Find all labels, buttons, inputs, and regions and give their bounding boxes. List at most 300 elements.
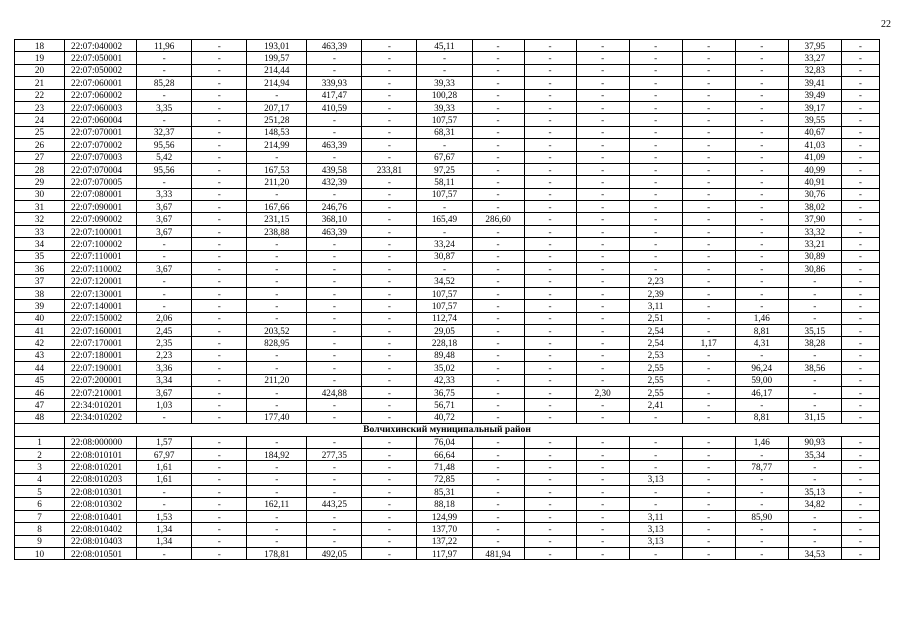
table-cell: 90,93 <box>788 436 841 448</box>
table-cell: 22:07:180001 <box>65 349 137 361</box>
table-cell: - <box>192 374 247 386</box>
table-cell: - <box>841 213 879 225</box>
table-cell: 39,49 <box>788 89 841 101</box>
table-cell: - <box>307 188 362 200</box>
table-cell: 1,17 <box>682 337 735 349</box>
table-cell: - <box>735 176 788 188</box>
table-cell: 22:07:070004 <box>65 163 137 175</box>
table-cell: - <box>841 225 879 237</box>
table-cell: 37,90 <box>788 213 841 225</box>
table-cell: 410,59 <box>307 101 362 113</box>
table-cell: - <box>524 176 576 188</box>
table-cell: - <box>629 250 682 262</box>
table-cell: 193,01 <box>247 40 307 52</box>
table-cell: - <box>362 40 417 52</box>
table-cell: - <box>841 64 879 76</box>
table-cell: 2,55 <box>629 362 682 374</box>
table-cell: 214,99 <box>247 139 307 151</box>
table-cell: 22:08:000000 <box>65 436 137 448</box>
table-cell: - <box>362 349 417 361</box>
table-cell: 27 <box>15 151 65 163</box>
table-cell: - <box>629 188 682 200</box>
table-cell: - <box>524 213 576 225</box>
table-cell: 85,28 <box>137 77 192 89</box>
table-cell: - <box>576 263 629 275</box>
table-cell: - <box>472 386 524 398</box>
table-cell: - <box>472 436 524 448</box>
table-cell: - <box>362 436 417 448</box>
table-cell: - <box>307 151 362 163</box>
table-cell: 33 <box>15 225 65 237</box>
table-cell: 203,52 <box>247 324 307 336</box>
table-cell: - <box>576 312 629 324</box>
table-row <box>15 201 880 213</box>
table-cell: - <box>247 386 307 398</box>
table-cell: - <box>841 151 879 163</box>
table-cell: - <box>307 473 362 485</box>
table-cell: - <box>735 188 788 200</box>
table-cell: 5,42 <box>137 151 192 163</box>
table-cell: - <box>524 163 576 175</box>
table-cell: 40,99 <box>788 163 841 175</box>
table-cell: 67,97 <box>137 448 192 460</box>
table-cell: - <box>524 250 576 262</box>
table-cell: - <box>307 275 362 287</box>
table-cell: - <box>841 52 879 64</box>
table-row <box>15 324 880 336</box>
table-cell: - <box>841 275 879 287</box>
table-cell: - <box>576 176 629 188</box>
table-cell: 56,71 <box>417 399 472 411</box>
table-cell: 39 <box>15 300 65 312</box>
table-cell: - <box>247 263 307 275</box>
table-cell: - <box>472 250 524 262</box>
table-cell: - <box>576 411 629 423</box>
table-cell: - <box>362 362 417 374</box>
table-cell: - <box>362 176 417 188</box>
table-cell: - <box>362 101 417 113</box>
table-cell: - <box>192 89 247 101</box>
table-cell: - <box>137 498 192 510</box>
table-cell: 22:07:110002 <box>65 263 137 275</box>
table-cell: - <box>137 250 192 262</box>
table-cell: - <box>247 436 307 448</box>
table-cell: - <box>362 250 417 262</box>
table-cell: - <box>247 238 307 250</box>
table-cell: - <box>735 548 788 560</box>
table-cell: - <box>682 238 735 250</box>
table-cell: 40,67 <box>788 126 841 138</box>
table-cell: 1,03 <box>137 399 192 411</box>
table-cell: 58,11 <box>417 176 472 188</box>
table-cell: - <box>682 101 735 113</box>
table-cell: - <box>362 52 417 64</box>
table-cell: - <box>841 176 879 188</box>
table-cell: - <box>472 486 524 498</box>
table-cell: 167,66 <box>247 201 307 213</box>
table-cell: - <box>735 498 788 510</box>
table-cell: - <box>629 52 682 64</box>
table-cell: - <box>576 399 629 411</box>
table-cell: 3,67 <box>137 386 192 398</box>
table-cell: - <box>576 486 629 498</box>
table-cell: - <box>524 77 576 89</box>
table-cell: - <box>524 448 576 460</box>
table-cell: - <box>576 114 629 126</box>
table-cell: - <box>841 337 879 349</box>
table-cell: - <box>362 399 417 411</box>
table-cell: 3,67 <box>137 263 192 275</box>
table-cell: 2,23 <box>137 349 192 361</box>
table-cell: - <box>247 312 307 324</box>
table-cell: - <box>524 225 576 237</box>
table-cell: - <box>192 52 247 64</box>
table-cell: - <box>629 176 682 188</box>
table-row <box>15 535 880 547</box>
table-cell: 2,39 <box>629 287 682 299</box>
table-cell: 22:07:070005 <box>65 176 137 188</box>
table-cell: - <box>841 287 879 299</box>
table-row <box>15 510 880 522</box>
table-cell: 33,32 <box>788 225 841 237</box>
table-cell: - <box>841 473 879 485</box>
table-cell: 3,35 <box>137 101 192 113</box>
table-cell: - <box>192 510 247 522</box>
table-cell: 481,94 <box>472 548 524 560</box>
table-cell: - <box>417 225 472 237</box>
table-cell: 97,25 <box>417 163 472 175</box>
table-cell: - <box>682 498 735 510</box>
table-cell: - <box>576 523 629 535</box>
table-cell: - <box>307 263 362 275</box>
table-cell: - <box>576 250 629 262</box>
table-cell: 233,81 <box>362 163 417 175</box>
table-cell: - <box>247 250 307 262</box>
table-cell: - <box>472 40 524 52</box>
table-cell: - <box>192 324 247 336</box>
table-cell: 184,92 <box>247 448 307 460</box>
table-cell: - <box>841 188 879 200</box>
table-cell: - <box>362 77 417 89</box>
table-cell: - <box>472 300 524 312</box>
section-header-row <box>15 424 880 436</box>
table-cell: 22:08:010403 <box>65 535 137 547</box>
table-cell: 89,48 <box>417 349 472 361</box>
table-cell: - <box>192 225 247 237</box>
table-cell: - <box>247 188 307 200</box>
table-cell: - <box>629 486 682 498</box>
table-cell: - <box>247 275 307 287</box>
table-cell: - <box>841 349 879 361</box>
table-cell: 40,91 <box>788 176 841 188</box>
table-cell: - <box>576 188 629 200</box>
table-cell: - <box>472 151 524 163</box>
table-cell: 107,57 <box>417 114 472 126</box>
table-cell: - <box>137 64 192 76</box>
table-cell: - <box>307 64 362 76</box>
table-cell: 107,57 <box>417 287 472 299</box>
table-cell: 85,90 <box>735 510 788 522</box>
table-cell: - <box>735 201 788 213</box>
table-cell: - <box>841 201 879 213</box>
table-cell: - <box>841 535 879 547</box>
table-cell: 35,13 <box>788 486 841 498</box>
table-cell: 417,47 <box>307 89 362 101</box>
table-cell: - <box>417 263 472 275</box>
table-cell: 95,56 <box>137 139 192 151</box>
table-cell: 22:07:060003 <box>65 101 137 113</box>
table-cell: - <box>576 498 629 510</box>
table-cell: - <box>576 89 629 101</box>
table-cell: - <box>192 349 247 361</box>
table-cell: 3,13 <box>629 523 682 535</box>
table-cell: 45 <box>15 374 65 386</box>
table-cell: - <box>192 101 247 113</box>
table-cell: 463,39 <box>307 40 362 52</box>
table-cell: 211,20 <box>247 176 307 188</box>
table-cell: - <box>362 300 417 312</box>
table-cell: - <box>629 411 682 423</box>
table-row <box>15 287 880 299</box>
table-cell: 20 <box>15 64 65 76</box>
table-cell: - <box>192 263 247 275</box>
table-cell: - <box>576 337 629 349</box>
table-cell: 368,10 <box>307 213 362 225</box>
table-cell: - <box>841 101 879 113</box>
table-row <box>15 300 880 312</box>
table-cell: 2,06 <box>137 312 192 324</box>
table-cell: - <box>841 386 879 398</box>
table-cell: - <box>841 399 879 411</box>
table-cell: - <box>576 101 629 113</box>
table-cell: - <box>735 448 788 460</box>
table-cell: - <box>629 101 682 113</box>
table-cell: 85,31 <box>417 486 472 498</box>
table-cell: 6 <box>15 498 65 510</box>
table-cell: 2,41 <box>629 399 682 411</box>
table-cell: 828,95 <box>247 337 307 349</box>
table-cell: - <box>192 300 247 312</box>
table-cell: 22:07:090001 <box>65 201 137 213</box>
table-cell: - <box>735 535 788 547</box>
table-cell: - <box>307 238 362 250</box>
table-cell: - <box>788 510 841 522</box>
table-cell: 41,03 <box>788 139 841 151</box>
table-cell: - <box>307 114 362 126</box>
table-cell: - <box>307 535 362 547</box>
table-cell: 2,55 <box>629 386 682 398</box>
table-cell: 107,57 <box>417 188 472 200</box>
table-cell: - <box>472 399 524 411</box>
table-cell: - <box>192 486 247 498</box>
table-cell: 4,31 <box>735 337 788 349</box>
table-cell: - <box>192 436 247 448</box>
table-cell: - <box>524 535 576 547</box>
table-cell: - <box>362 114 417 126</box>
table-cell: - <box>247 461 307 473</box>
table-cell: 463,39 <box>307 225 362 237</box>
table-cell: - <box>576 473 629 485</box>
table-cell: 44 <box>15 362 65 374</box>
table-cell: - <box>362 201 417 213</box>
table-cell: - <box>472 324 524 336</box>
table-cell: - <box>576 64 629 76</box>
table-cell: - <box>472 498 524 510</box>
table-cell: - <box>524 114 576 126</box>
table-cell: 96,24 <box>735 362 788 374</box>
table-cell: - <box>841 436 879 448</box>
table-cell: - <box>682 89 735 101</box>
table-cell: - <box>362 263 417 275</box>
table-cell: - <box>841 114 879 126</box>
table-cell: 40,72 <box>417 411 472 423</box>
table-cell: - <box>788 461 841 473</box>
table-cell: - <box>682 201 735 213</box>
table-cell: - <box>735 287 788 299</box>
table-cell: 1,61 <box>137 461 192 473</box>
table-cell: - <box>735 238 788 250</box>
table-cell: 71,48 <box>417 461 472 473</box>
table-cell: - <box>307 349 362 361</box>
table-cell: - <box>682 126 735 138</box>
table-cell: 492,05 <box>307 548 362 560</box>
table-cell: 21 <box>15 77 65 89</box>
table-cell: - <box>841 510 879 522</box>
table-cell: 1,46 <box>735 436 788 448</box>
table-cell: - <box>192 64 247 76</box>
table-cell: - <box>307 287 362 299</box>
table-row <box>15 52 880 64</box>
table-cell: 26 <box>15 139 65 151</box>
table-cell: - <box>137 114 192 126</box>
table-cell: - <box>576 287 629 299</box>
table-cell: - <box>629 498 682 510</box>
table-cell: - <box>682 523 735 535</box>
table-cell: - <box>682 250 735 262</box>
table-cell: - <box>137 275 192 287</box>
table-cell: - <box>735 473 788 485</box>
table-row <box>15 213 880 225</box>
table-cell: - <box>247 151 307 163</box>
table-cell: - <box>682 374 735 386</box>
table-cell: - <box>247 486 307 498</box>
table-cell: 36,75 <box>417 386 472 398</box>
table-cell: - <box>788 349 841 361</box>
table-cell: - <box>307 436 362 448</box>
table-cell: - <box>629 126 682 138</box>
table-cell: - <box>362 448 417 460</box>
table-cell: - <box>472 52 524 64</box>
table-cell: - <box>524 523 576 535</box>
table-cell: 10 <box>15 548 65 560</box>
table-cell: - <box>629 213 682 225</box>
table-cell: - <box>682 163 735 175</box>
table-cell: 22:07:150002 <box>65 312 137 324</box>
table-cell: - <box>682 349 735 361</box>
table-cell: - <box>841 486 879 498</box>
table-cell: - <box>362 126 417 138</box>
table-cell: - <box>192 151 247 163</box>
table-cell: - <box>841 126 879 138</box>
table-cell: - <box>362 275 417 287</box>
table-cell: 59,00 <box>735 374 788 386</box>
table-cell: - <box>735 77 788 89</box>
table-cell: - <box>524 473 576 485</box>
table-cell: - <box>307 312 362 324</box>
table-cell: - <box>307 461 362 473</box>
table-cell: - <box>682 362 735 374</box>
table-cell: - <box>192 139 247 151</box>
table-cell: - <box>247 362 307 374</box>
table-cell: - <box>524 139 576 151</box>
table-row <box>15 486 880 498</box>
table-cell: - <box>362 151 417 163</box>
table-cell: 35,34 <box>788 448 841 460</box>
table-cell: - <box>472 188 524 200</box>
table-cell: 22:34:010201 <box>65 399 137 411</box>
table-cell: - <box>524 89 576 101</box>
table-cell: 22:07:040002 <box>65 40 137 52</box>
table-cell: 22:07:080001 <box>65 188 137 200</box>
table-cell: - <box>247 399 307 411</box>
table-cell: 2,55 <box>629 374 682 386</box>
table-cell: - <box>841 523 879 535</box>
table-cell: 3,67 <box>137 213 192 225</box>
table-cell: - <box>735 213 788 225</box>
section-title: Волчихинский муниципальный район <box>15 424 880 436</box>
table-cell: - <box>472 349 524 361</box>
table-cell: - <box>362 139 417 151</box>
table-cell: - <box>841 362 879 374</box>
table-cell: - <box>524 362 576 374</box>
table-cell: - <box>576 349 629 361</box>
table-cell: 2,54 <box>629 324 682 336</box>
table-cell: 39,17 <box>788 101 841 113</box>
table-cell: 2,54 <box>629 337 682 349</box>
table-cell: - <box>247 473 307 485</box>
table-cell: - <box>192 411 247 423</box>
table-cell: - <box>137 300 192 312</box>
table-cell: - <box>524 188 576 200</box>
table-cell: 22:07:130001 <box>65 287 137 299</box>
table-cell: - <box>192 399 247 411</box>
table-cell: - <box>576 448 629 460</box>
table-cell: 22:07:100002 <box>65 238 137 250</box>
table-cell: 22:07:090002 <box>65 213 137 225</box>
table-cell: 22:07:070001 <box>65 126 137 138</box>
table-cell: - <box>735 300 788 312</box>
table-cell: 32,83 <box>788 64 841 76</box>
table-cell: - <box>362 374 417 386</box>
table-cell: - <box>524 201 576 213</box>
table-cell: 31 <box>15 201 65 213</box>
table-cell: - <box>682 151 735 163</box>
table-cell: 22:07:060004 <box>65 114 137 126</box>
table-cell: 22:07:200001 <box>65 374 137 386</box>
table-cell: - <box>524 436 576 448</box>
table-row <box>15 139 880 151</box>
data-table <box>14 39 880 560</box>
table-cell: 78,77 <box>735 461 788 473</box>
table-cell: - <box>682 486 735 498</box>
table-row <box>15 64 880 76</box>
table-cell: 3,67 <box>137 225 192 237</box>
table-cell: - <box>192 461 247 473</box>
table-cell: - <box>576 362 629 374</box>
table-cell: - <box>362 486 417 498</box>
table-cell: 22:08:010401 <box>65 510 137 522</box>
table-cell: - <box>788 399 841 411</box>
